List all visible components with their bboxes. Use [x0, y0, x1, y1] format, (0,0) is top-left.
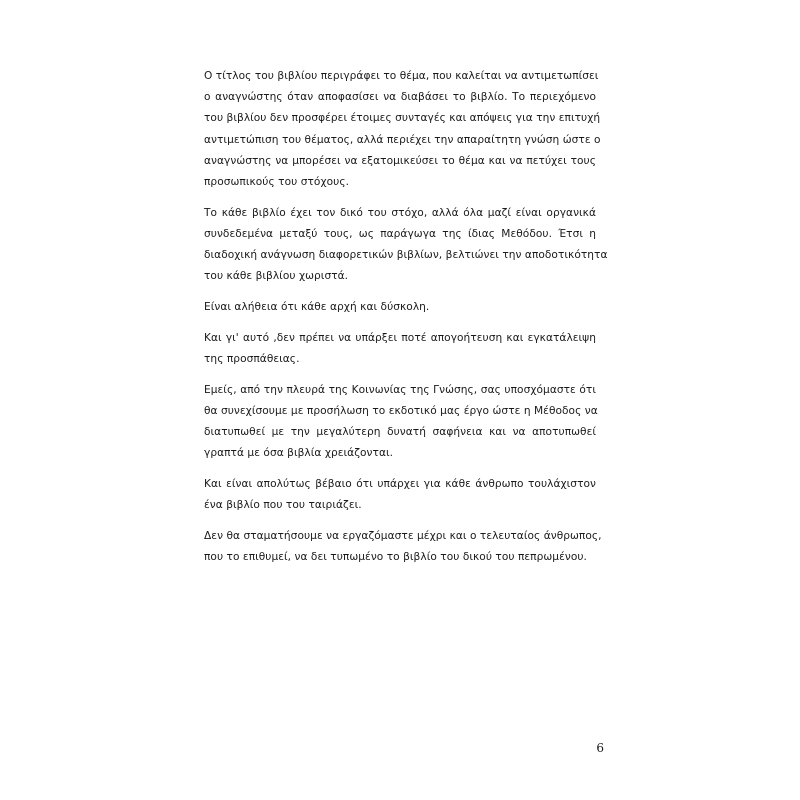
text-line: γραπτά με όσα βιβλία χρειάζονται.: [204, 447, 394, 460]
text-line: ένα βιβλίο που του ταιριάζει.: [204, 499, 362, 512]
paragraph: [204, 297, 596, 318]
text-line: συνδεδεμένα μεταξύ τους, ως παράγωγα της ίδιας Μεθόδου. Έτσι η: [204, 227, 596, 240]
text-line: αναγνώστης να μπορέσει να εξατομικεύσει το θέμα και να πετύχει τους: [204, 154, 596, 167]
text-line: προσωπικούς του στόχους.: [204, 176, 350, 189]
text-line: που το επιθυμεί, να δει τυπωμένο το βιβλίο του δικού του πεπρωμένου.: [204, 551, 587, 564]
text-line: του κάθε βιβλίου χωριστά.: [204, 270, 349, 283]
page-number: 6: [596, 741, 604, 755]
paragraph: [204, 328, 596, 370]
body-text: [204, 66, 608, 578]
paragraph: [204, 526, 602, 568]
paragraph: [204, 380, 596, 465]
text-line: αντιμετώπιση του θέματος, αλλά περιέχει την απαραίτητη γνώση ώστε ο: [204, 133, 601, 146]
text-line: ο αναγνώστης όταν αποφασίσει να διαβάσει το βιβλίο. Το περιεχόμενο: [204, 91, 596, 104]
paragraph: [204, 203, 608, 288]
paragraph: [204, 474, 596, 516]
text-line: του βιβλίου δεν προσφέρει έτοιμες συνταγές και απόψεις για την επιτυχή: [204, 112, 601, 125]
text-line: της προσπάθειας.: [204, 352, 300, 365]
text-line: διατυπωθεί με την μεγαλύτερη δυνατή σαφήνεια και να αποτυπωθεί: [204, 426, 596, 439]
text-line: Εμείς, από την πλευρά της Κοινωνίας της Γνώσης, σας υποσχόμαστε ότι: [204, 383, 596, 396]
paragraph: [204, 66, 601, 193]
text-line: διαδοχική ανάγνωση διαφορετικών βιβλίων, βελτιώνει την αποδοτικότητα: [204, 249, 608, 262]
text-line: Ο τίτλος του βιβλίου περιγράφει το θέμα, που καλείται να αντιμετωπίσει: [204, 70, 599, 82]
text-line: Είναι αλήθεια ότι κάθε αρχή και δύσκολη.: [204, 301, 430, 314]
text-line: Δεν θα σταματήσουμε να εργαζόμαστε μέχρι και ο τελευταίος άνθρωπος,: [204, 529, 602, 542]
text-line: Και γι' αυτό ,δεν πρέπει να υπάρξει ποτέ απογοήτευση και εγκατάλειψη: [204, 331, 596, 344]
text-line: θα συνεχίσουμε με προσήλωση το εκδοτικό μας έργο ώστε η Μέθοδος να: [204, 404, 598, 417]
text-line: Το κάθε βιβλίο έχει τον δικό του στόχο, αλλά όλα μαζί είναι οργανικά: [204, 206, 596, 219]
text-line: Και είναι απολύτως βέβαιο ότι υπάρχει για κάθε άνθρωπο τουλάχιστον: [204, 477, 596, 490]
